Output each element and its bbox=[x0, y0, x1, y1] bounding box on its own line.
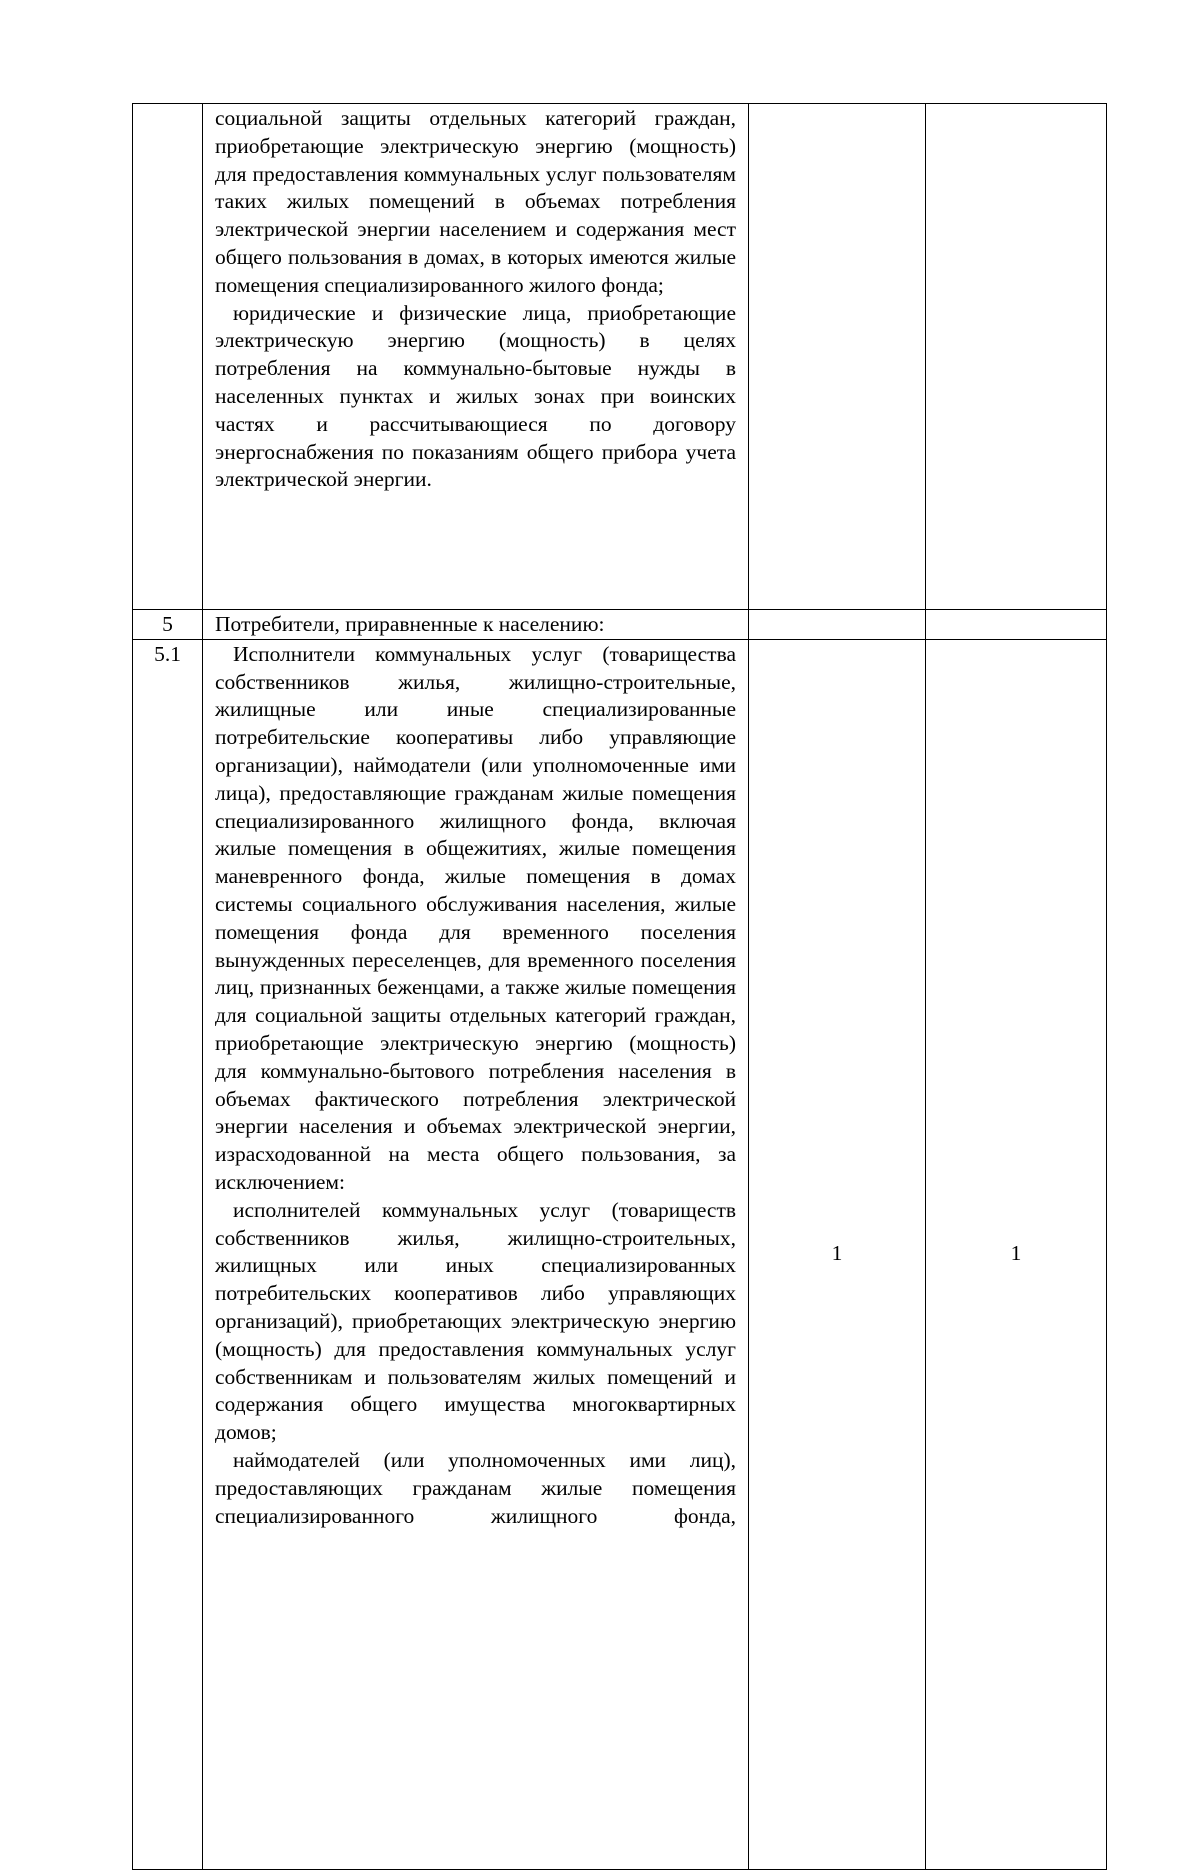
value-cell-1 bbox=[749, 104, 926, 610]
value-cell-1 bbox=[749, 610, 926, 640]
value-cell-2: 1 bbox=[926, 639, 1107, 1869]
row-number: 5 bbox=[133, 610, 203, 640]
value-cell-2 bbox=[926, 104, 1107, 610]
row-number bbox=[133, 104, 203, 610]
description-paragraph: исполнителей коммунальных услуг (товариществ собственников жилья, жилищно-строительных, жилищных или иных специализированных потребительских кооперативов либо управляющих организаций), приобретающих электрическую энергию (мощность) для предоставления коммунальных услуг собственникам и пользователям жилых помещений и содержания общего имущества многоквартирных домов; bbox=[215, 1197, 736, 1445]
description-paragraph: Потребители, приравненные к населению: bbox=[215, 612, 605, 636]
row-description bbox=[203, 639, 749, 1869]
table-row bbox=[133, 104, 1107, 610]
description-paragraph: юридические и физические лица, приобретающие электрическую энергию (мощность) в целях потребления на коммунально-бытовые нужды в населенных пунктах и жилых зонах при воинских частях и рассчитывающиеся по договору энергоснабжения по показаниям общего прибора учета электрической энергии. bbox=[215, 300, 736, 492]
row-description bbox=[203, 104, 749, 610]
table-row bbox=[133, 639, 1107, 1869]
value-cell-2 bbox=[926, 610, 1107, 640]
description-paragraph: наймодателей (или уполномоченных ими лиц), предоставляющих гражданам жилые помещения специализированного жилищного фонда, bbox=[215, 1447, 736, 1528]
row-description bbox=[203, 610, 749, 640]
table-row bbox=[133, 610, 1107, 640]
value-cell-1: 1 bbox=[749, 639, 926, 1869]
tariff-table bbox=[132, 103, 1107, 1870]
description-paragraph: социальной защиты отдельных категорий граждан, приобретающие электрическую энергию (мощность) для предоставления коммунальных услуг пользователям таких жилых помещений в объемах потребления электрической энергии населением и содержания мест общего пользования в домах, в которых имеются жилые помещения специализированного жилого фонда; bbox=[215, 106, 736, 297]
row-number: 5.1 bbox=[133, 639, 203, 1869]
description-paragraph: Исполнители коммунальных услуг (товарищества собственников жилья, жилищно-строительные, жилищные или иные специализированные потребительские кооперативы либо управляющие организации), наймодатели (или уполномоченные ими лица), предоставляющие гражданам жилые помещения специализированного жилищного фонда, включая жилые помещения в общежитиях, жилые помещения маневренного фонда, жилые помещения в домах системы социального обслуживания населения, жилые помещения фонда для временного поселения вынужденных переселенцев, для временного поселения лиц, признанных беженцами, а также жилые помещения для социальной защиты отдельных категорий граждан, приобретающие электрическую энергию (мощность) для коммунально-бытового потребления населения в объемах фактического потребления электрической энергии населения и объемах электрической энергии, израсходованной на места общего пользования, за исключением: bbox=[215, 641, 736, 1194]
